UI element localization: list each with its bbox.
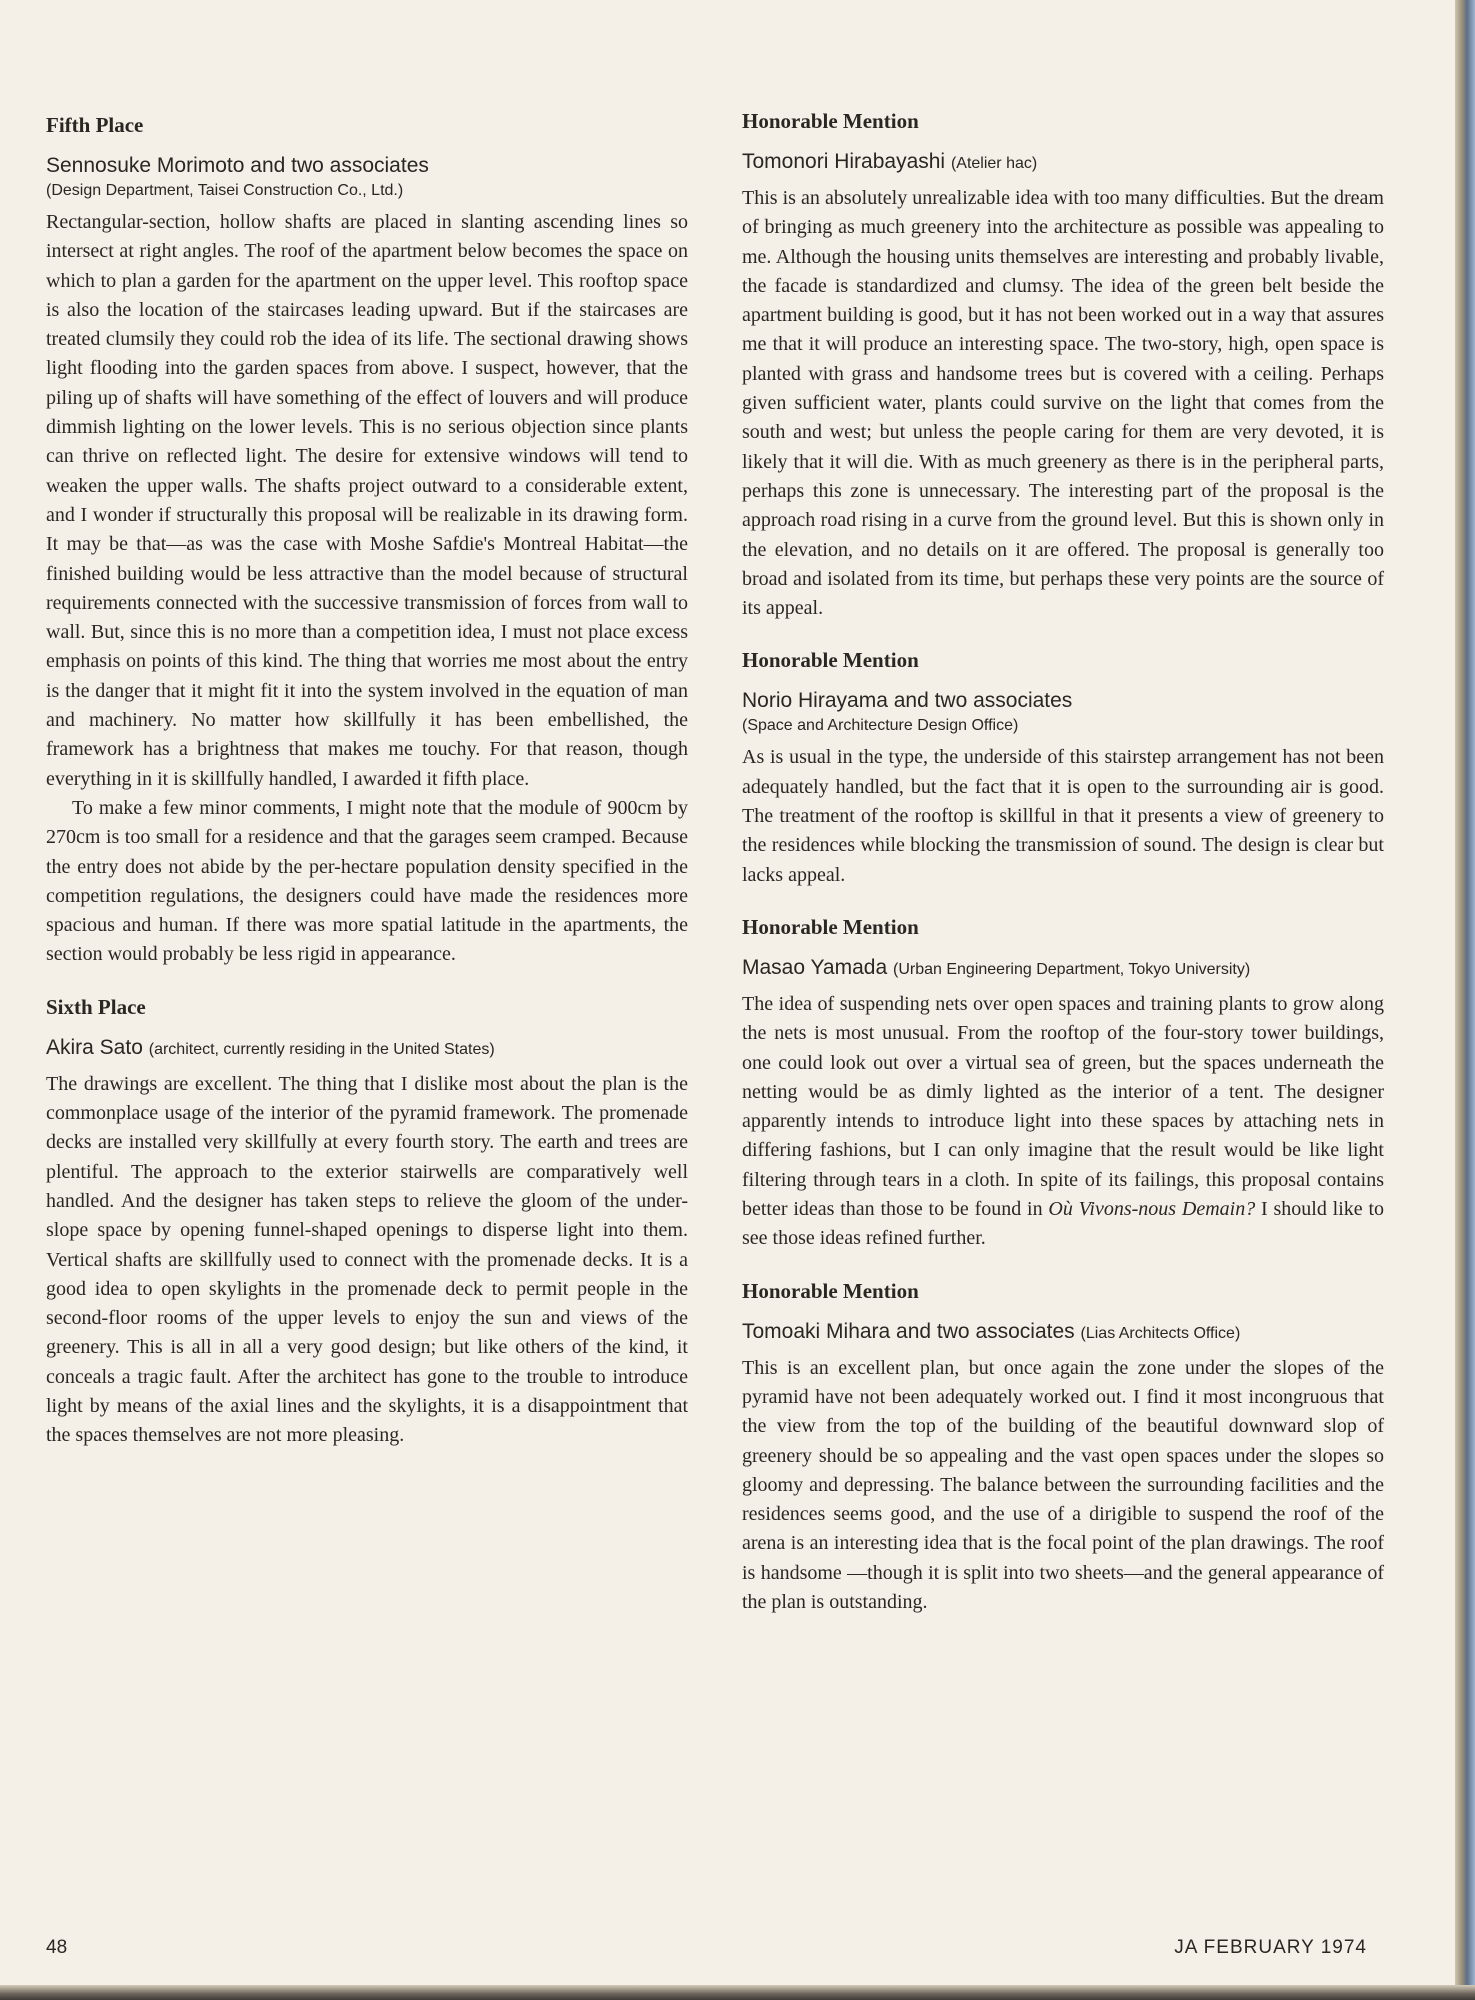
left-column bbox=[46, 112, 688, 1451]
page-number: 48 bbox=[46, 1937, 68, 1958]
section-heading: Honorable Mention bbox=[742, 648, 919, 673]
critique-paragraph: This is an excellent plan, but once again the zone under the slopes of the pyramid have not been adequately worked out. I find it most incongruous that the view from the top of the building of the beautiful downward slop of greenery should be so appealing and the vast open spaces under the slopes so gloomy and depressing. The balance between the surrounding facilities and the residences seems good, and the use of a dirigible to suspend the roof of the arena is an interesting idea that is the focal point of the plan drawings. The roof is handsome —though it is split into two sheets—and the general appearance of the plan is outstanding. bbox=[742, 1356, 1384, 1613]
critique-paragraph: As is usual in the type, the underside of this stairstep arrangement has not been adequately handled, but the fact that it is open to the surrounding air is good. The treatment of the rooftop is skillful in that it presents a view of greenery to the residences while blocking the transmission of sound. The design is clear but lacks appeal. bbox=[742, 746, 1384, 886]
section-heading: Sixth Place bbox=[46, 994, 146, 1019]
entrant-name: Masao Yamada bbox=[742, 955, 888, 979]
entrant-name: Norio Hirayama and two associates bbox=[742, 689, 1073, 713]
entrant-affiliation: (Lias Architects Office) bbox=[1080, 1324, 1241, 1342]
honorable-mention-2 bbox=[742, 647, 1384, 889]
critique-paragraph: To make a few minor comments, I might note that the module of 900cm by 270cm is too small for a residence and that the garages seem cramped. Because the entry does not abide by the per-hectare population density specified in the competition regulations, the designers could have made the residences more spacious and human. If there was more spatial latitude in the apartments, the section would probably be less rigid in appearance. bbox=[46, 796, 688, 966]
running-footer: JA FEBRUARY 1974 bbox=[1174, 1937, 1367, 1958]
entrant-line bbox=[742, 148, 1384, 178]
section-heading: Honorable Mention bbox=[742, 1278, 919, 1303]
entrant-line bbox=[742, 1318, 1384, 1348]
entrant-line bbox=[742, 954, 1384, 984]
section-heading: Honorable Mention bbox=[742, 914, 919, 939]
fifth-place-section bbox=[46, 112, 688, 970]
entrant-line bbox=[46, 1034, 688, 1064]
critique-paragraph bbox=[742, 990, 1384, 1254]
spacer bbox=[742, 1254, 1384, 1278]
sixth-place-section bbox=[46, 994, 688, 1451]
spacer bbox=[742, 623, 1384, 647]
spacer bbox=[46, 970, 688, 994]
critique-text: The idea of suspending nets over open spaces and training plants to grow along the nets is most unusual. From the rooftop of the four-story tower buildings, one could look out over a virtual sea of green, but the spaces underneath the netting would be as dimly lighted as the interior of a tent. The designer apparently intends to introduce light into these spaces by attaching nets in differing fashions, but I can only imagine that the result would be like light filtering through tears in a cloth. In spite of its failings, this proposal contains better ideas than those to be found in bbox=[742, 992, 1384, 1221]
entrant-affiliation: (architect, currently residing in the United States) bbox=[148, 1040, 495, 1058]
entrant-name: Sennosuke Morimoto and two associates bbox=[46, 154, 429, 177]
spacer bbox=[742, 890, 1384, 914]
entrant-affiliation: (Urban Engineering Department, Tokyo University) bbox=[893, 960, 1251, 978]
entrant-affiliation: (Space and Architecture Design Office) bbox=[742, 717, 1019, 735]
honorable-mention-3 bbox=[742, 914, 1384, 1254]
section-heading: Honorable Mention bbox=[742, 109, 919, 133]
honorable-mention-4 bbox=[742, 1278, 1384, 1618]
entrant-name: Akira Sato bbox=[46, 1035, 143, 1059]
book-title: Où Vivons-nous Demain? bbox=[1048, 1198, 1256, 1221]
page-edge-bottom bbox=[0, 1985, 1475, 2000]
right-column bbox=[742, 108, 1384, 1617]
critique-paragraph: This is an absolutely unrealizable idea with too many difficulties. But the dream of bringing as much greenery into the architecture as possible was appealing to me. Although the housing units themselves are interesting and probably livable, the facade is standardized and clumsy. The idea of the green belt beside the apartment building is good, but it has not been worked out in a way that assures me that it will produce an interesting space. The two-story, high, open space is planted with grass and handsome trees but is covered with a ceiling. Perhaps given sufficient water, plants could survive on the light that comes from the south and west; but unless the people caring for them are very devoted, it is likely that it will die. With as much greenery as there is in the peripheral parts, perhaps this zone is unnecessary. The interesting part of the proposal is the approach road rising in a curve from the ground level. But this is shown only in the elevation, and no details on it are offered. The proposal is generally too broad and isolated from its time, but perhaps these very points are the source of its appeal. bbox=[742, 187, 1384, 620]
critique-paragraph: Rectangular-section, hollow shafts are placed in slanting ascending lines so intersect at right angles. The roof of the apartment below becomes the space on which to plan a garden for the apartment on the upper level. This rooftop space is also the location of the staircases leading upward. But if the staircases are treated clumsily they could rob the idea of its life. The sectional drawing shows light flooding into the garden spaces from above. I suspect, however, that the piling up of shafts will have something of the effect of louvers and will produce dimmish lighting on the lower levels. This is no serious objection since plants can thrive on reflected light. The desire for extensive windows will tend to weaken the upper walls. The shafts project outward to a considerable extent, and I wonder if structurally this proposal will be realizable in its drawing form. It may be that—as was the case with Moshe Safdie's Montreal Habitat—the finished building would be less attractive than the model because of structural requirements connected with the successive transmission of forces from wall to wall. But, since this is no more than a competition idea, I must not place excess emphasis on points of this kind. The thing that worries me most about the entry is the danger that it might fit it into the system involved in the equation of man and machinery. No matter how skillfully it has been embellished, the framework has a brightness that makes me touchy. For that reason, though everything in it is skillfully handled, I awarded it fifth place. bbox=[46, 211, 688, 790]
page-edge-right bbox=[1455, 0, 1475, 2000]
critique-text: I should like to see those ideas refined further. bbox=[742, 1198, 1384, 1250]
entrant-name: Tomoaki Mihara and two associates bbox=[742, 1319, 1075, 1343]
entrant-affiliation: (Atelier hac) bbox=[950, 155, 1038, 172]
critique-paragraph: The drawings are excellent. The thing that I dislike most about the plan is the commonplace usage of the interior of the pyramid framework. The promenade decks are installed very skillfully at every fourth story. The earth and trees are plentiful. The approach to the exterior stairwells are comparatively well handled. And the designer has taken steps to relieve the gloom of the under-slope space by opening funnel-shaped openings to disperse light into them. Vertical shafts are skillfully used to connect with the promenade decks. It is a good idea to open skylights in the promenade deck to permit people in the second-floor rooms of the upper levels to enjoy the sun and views of the greenery. This is all in all a very good design; but like others of the kind, it conceals a tragic fault. After the architect has gone to the trouble to introduce light by means of the axial lines and the skylights, it is a disappointment that the spaces themselves are not more pleasing. bbox=[46, 1072, 688, 1447]
entrant-name: Tomonori Hirabayashi bbox=[742, 150, 946, 173]
entrant-affiliation: (Design Department, Taisei Construction Co., Ltd.) bbox=[46, 182, 404, 199]
section-heading: Fifth Place bbox=[46, 113, 144, 137]
honorable-mention-1 bbox=[742, 108, 1384, 623]
